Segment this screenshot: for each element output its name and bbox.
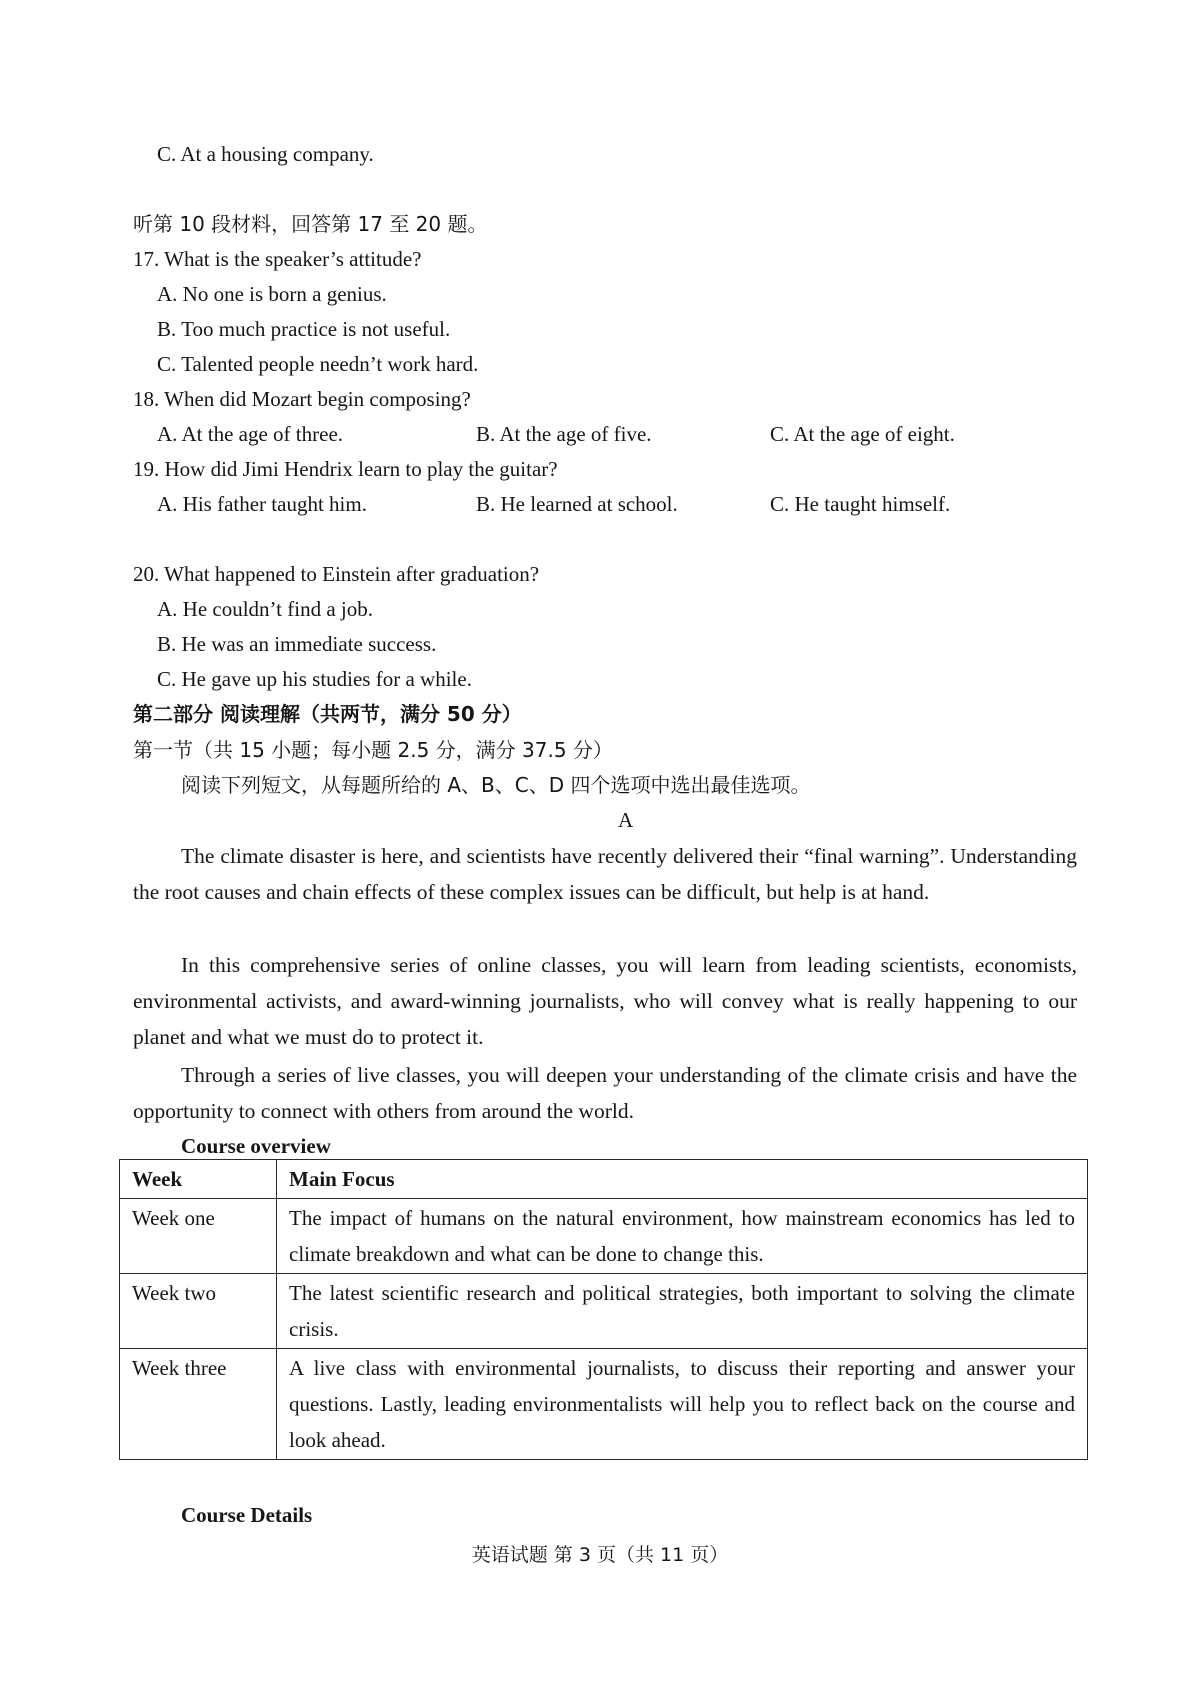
- passage-paragraph-2: In this comprehensive series of online classes, you will learn from leading scientists, economists, environmental activists, and award-winning journalists, who will convey what is really happening to our planet and what we must do to protect it.: [133, 953, 1077, 1049]
- table-cell-week: Week two: [120, 1274, 277, 1349]
- question-18-option-c: C. At the age of eight.: [770, 422, 955, 446]
- table-row: [120, 1349, 1088, 1460]
- table-cell-focus: A live class with environmental journalists, to discuss their reporting and answer your questions. Lastly, leading environmentalists will help you to reflect back on the course and look ahead.: [277, 1349, 1088, 1460]
- question-17-option-a: A. No one is born a genius.: [157, 282, 387, 306]
- question-17-option-c: C. Talented people needn’t work hard.: [157, 352, 479, 376]
- question-19-option-b: B. He learned at school.: [476, 492, 678, 516]
- table-header-row: [120, 1160, 1088, 1199]
- course-overview-table: [119, 1159, 1088, 1460]
- question-19-option-c: C. He taught himself.: [770, 492, 951, 516]
- question-17-option-b: B. Too much practice is not useful.: [157, 317, 451, 341]
- question-20-option-b: B. He was an immediate success.: [157, 632, 437, 656]
- table-cell-week: Week one: [120, 1199, 277, 1274]
- reading-directions: 阅读下列短文，从每题所给的 A、B、C、D 四个选项中选出最佳选项。: [181, 773, 811, 797]
- reading-section-title: 第一节（共 15 小题；每小题 2.5 分，满分 37.5 分）: [133, 738, 613, 762]
- table-header-main-focus: Main Focus: [277, 1160, 1088, 1199]
- question-20-stem: 20. What happened to Einstein after graduation?: [133, 562, 540, 586]
- table-row: [120, 1274, 1088, 1349]
- table-cell-week: Week three: [120, 1349, 277, 1460]
- table-cell-focus: The latest scientific research and political strategies, both important to solving the climate crisis.: [277, 1274, 1088, 1349]
- passage-label: A: [618, 808, 634, 832]
- question-17-stem: 17. What is the speaker’s attitude?: [133, 247, 422, 271]
- course-details-title: Course Details: [181, 1503, 313, 1527]
- listening-instruction: 听第 10 段材料，回答第 17 至 20 题。: [133, 212, 488, 236]
- question-18-option-a: A. At the age of three.: [157, 422, 344, 446]
- question-19-option-a: A. His father taught him.: [157, 492, 367, 516]
- question-20-option-c: C. He gave up his studies for a while.: [157, 667, 472, 691]
- course-overview-title: Course overview: [181, 1134, 331, 1158]
- question-18-stem: 18. When did Mozart begin composing?: [133, 387, 471, 411]
- table-header-week: Week: [120, 1160, 277, 1199]
- passage-paragraph-1: The climate disaster is here, and scientists have recently delivered their “final warning”. Understanding the root causes and chain effects of these complex issues can be difficult, but help is at hand.: [133, 844, 1077, 904]
- table-row: [120, 1199, 1088, 1274]
- reading-part-title: 第二部分 阅读理解（共两节，满分 50 分）: [133, 702, 522, 726]
- question-19-stem: 19. How did Jimi Hendrix learn to play the guitar?: [133, 457, 558, 481]
- page-footer: 英语试题 第 3 页（共 11 页）: [471, 1544, 729, 1566]
- question-20-option-a: A. He couldn’t find a job.: [157, 597, 373, 621]
- passage-paragraph-3: Through a series of live classes, you will deepen your understanding of the climate crisis and have the opportunity to connect with others from around the world.: [133, 1063, 1077, 1123]
- table-cell-focus: The impact of humans on the natural environment, how mainstream economics has led to climate breakdown and what can be done to change this.: [277, 1199, 1088, 1274]
- question-18-option-b: B. At the age of five.: [476, 422, 652, 446]
- prev-option-c: C. At a housing company.: [157, 142, 374, 166]
